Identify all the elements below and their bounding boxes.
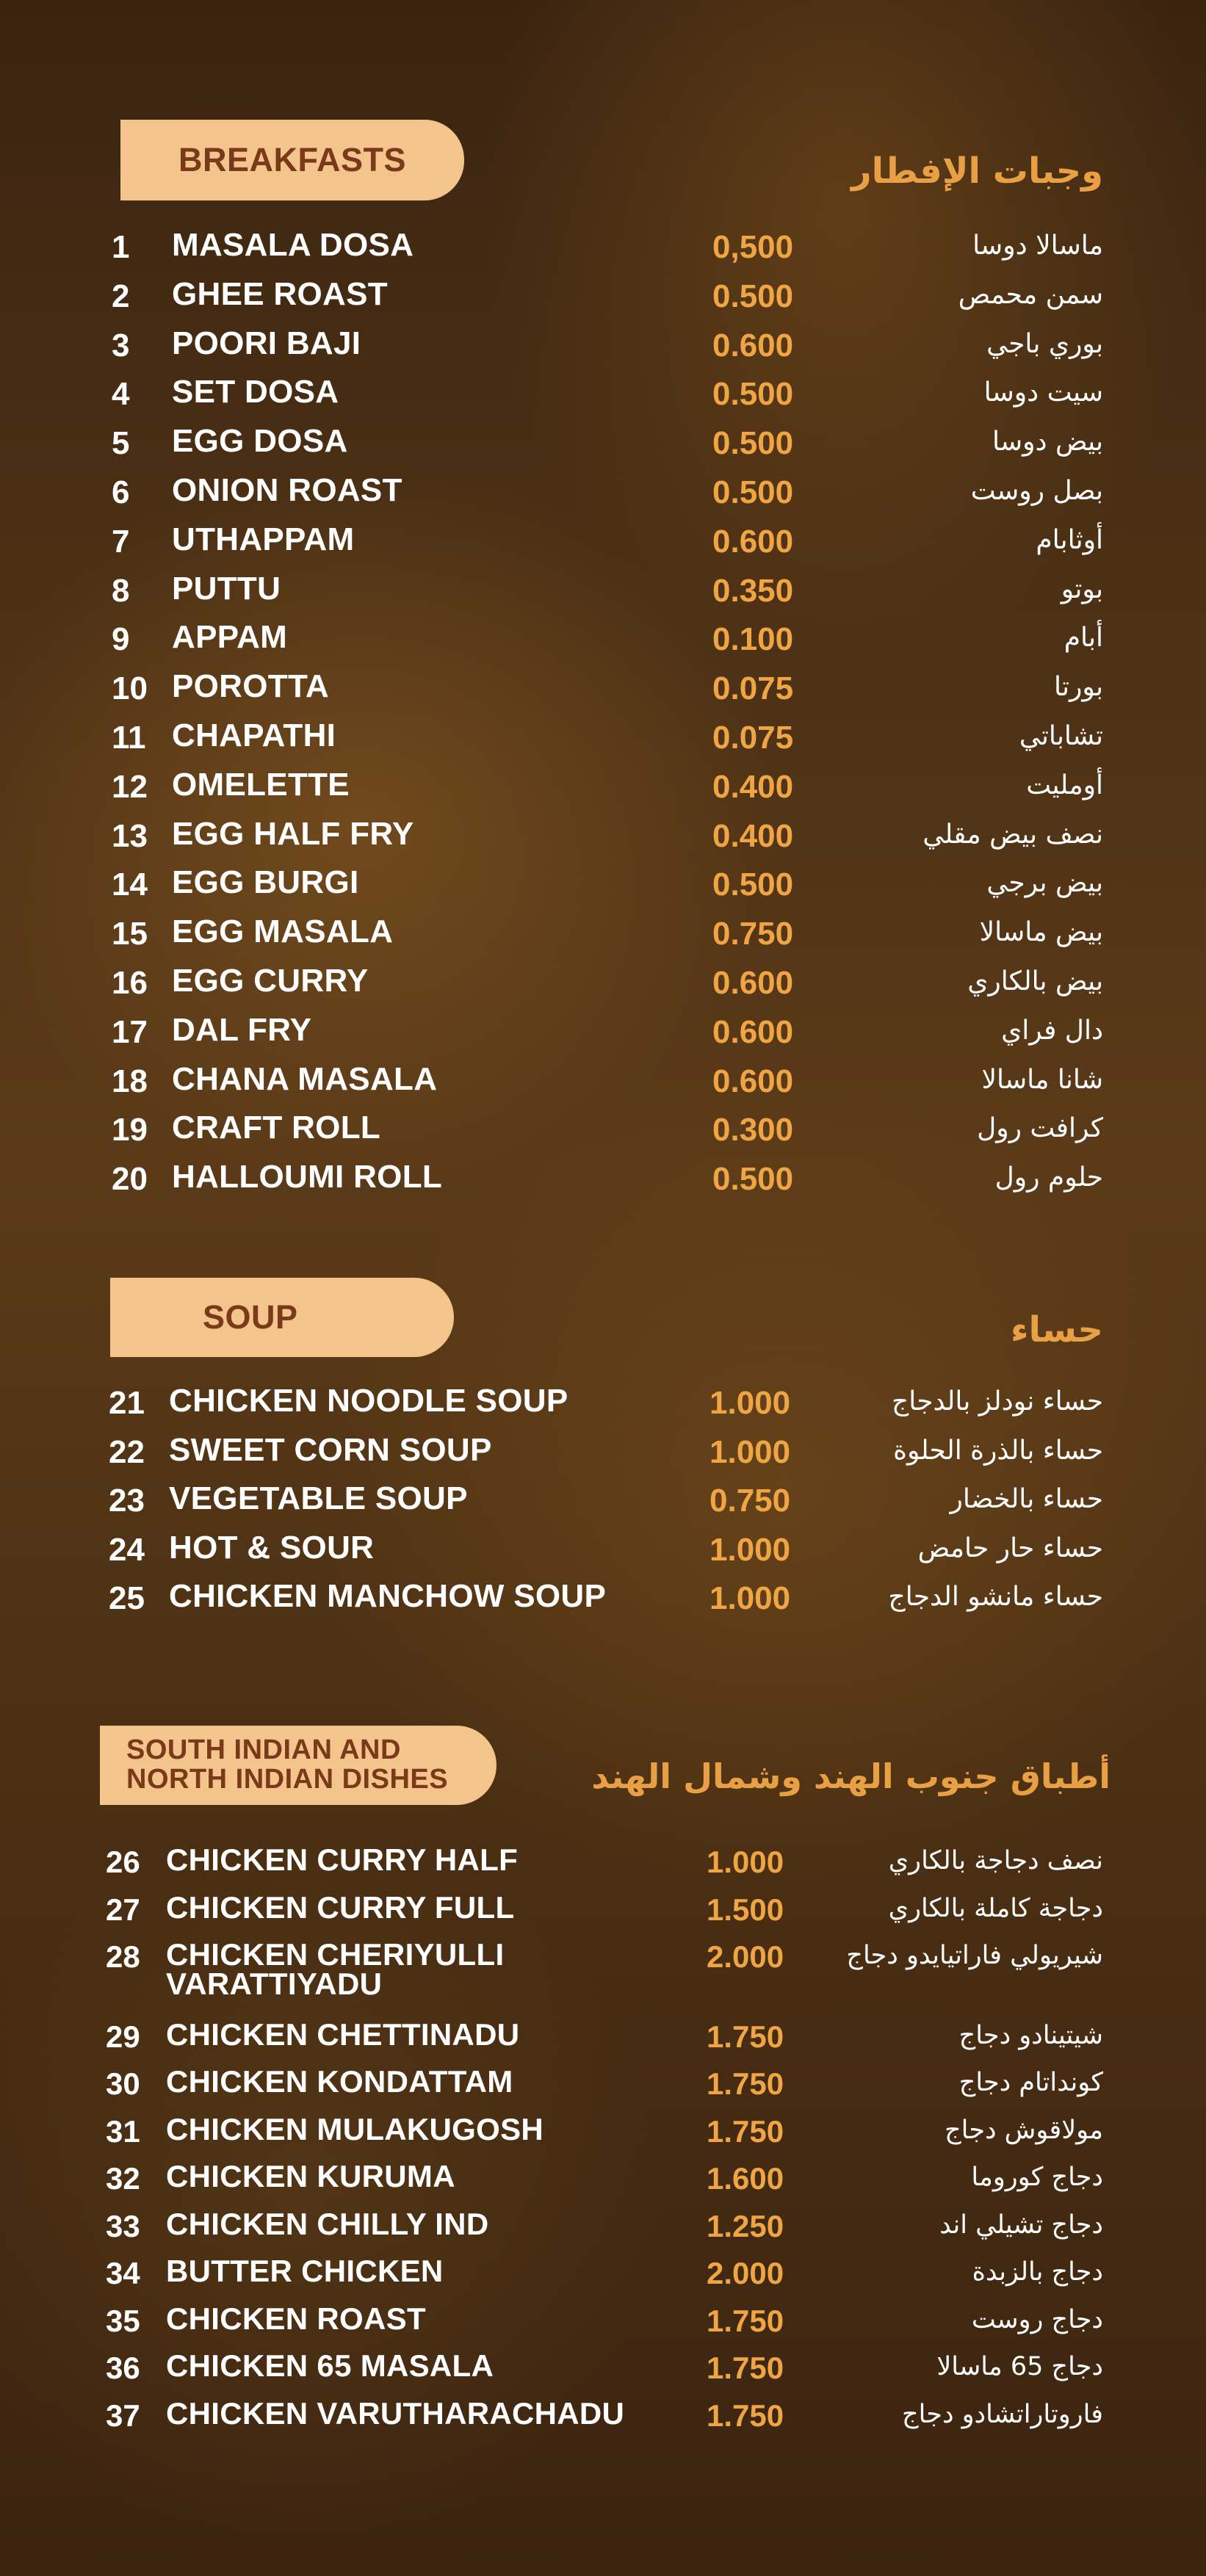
item-name-arabic: شيتينادو دجاج bbox=[958, 2020, 1103, 2050]
indian-title-line1: SOUTH INDIAN AND bbox=[126, 1734, 401, 1766]
menu-item bbox=[0, 425, 1206, 474]
item-price: 1.750 bbox=[707, 2303, 784, 2338]
item-name: OMELETTE bbox=[172, 766, 350, 803]
item-price: 0.750 bbox=[712, 916, 794, 952]
menu-item bbox=[0, 913, 1206, 965]
item-number: 23 bbox=[109, 1483, 145, 1519]
menu-item bbox=[0, 325, 1206, 377]
item-price: 0.500 bbox=[712, 278, 794, 314]
item-name-arabic: حساء بالذرة الحلوة bbox=[893, 1435, 1103, 1466]
item-name: EGG MASALA bbox=[172, 913, 394, 950]
item-number: 15 bbox=[112, 916, 148, 952]
menu-item bbox=[0, 376, 1206, 425]
item-name-arabic: بوري باجي bbox=[986, 328, 1103, 359]
item-name: VEGETABLE SOUP bbox=[169, 1480, 468, 1516]
item-number: 34 bbox=[106, 2256, 140, 2290]
item-number: 16 bbox=[112, 965, 148, 1001]
menu-item bbox=[0, 717, 1206, 769]
item-number: 28 bbox=[106, 1939, 140, 1974]
item-name: POROTTA bbox=[172, 668, 329, 705]
item-name: HOT & SOUR bbox=[169, 1529, 375, 1566]
item-price: 0,500 bbox=[712, 229, 794, 265]
item-name: EGG HALF FRY bbox=[172, 815, 414, 852]
indian-title-ar: أطباق جنوب الهند وشمال الهند bbox=[591, 1756, 1111, 1796]
item-number: 1 bbox=[112, 229, 130, 265]
item-price: 1.750 bbox=[707, 2066, 784, 2101]
item-price: 0.500 bbox=[712, 1161, 794, 1198]
item-price: 0.750 bbox=[709, 1483, 791, 1519]
item-name-arabic: دجاجة كاملة بالكاري bbox=[888, 1893, 1103, 1923]
item-price: 1.000 bbox=[709, 1531, 791, 1568]
soup-header-pill bbox=[110, 1278, 454, 1357]
item-name-arabic: حلوم رول bbox=[994, 1162, 1103, 1193]
menu-item bbox=[0, 670, 1206, 720]
item-name: EGG DOSA bbox=[172, 423, 348, 460]
item-price: 1.750 bbox=[707, 2019, 784, 2054]
item-name-arabic: بيض ماسالا bbox=[979, 917, 1103, 948]
item-number: 7 bbox=[112, 523, 130, 560]
item-name: CHAPATHI bbox=[172, 717, 336, 753]
item-name: CHICKEN KURUMA bbox=[166, 2159, 455, 2193]
menu-item bbox=[0, 521, 1206, 573]
item-price: 0.600 bbox=[712, 1013, 794, 1050]
soup-title-ar: حساء bbox=[1011, 1309, 1103, 1350]
menu-item bbox=[0, 2395, 1206, 2446]
item-name: ONION ROAST bbox=[172, 472, 402, 508]
item-name-arabic: أوثابام bbox=[1036, 524, 1103, 555]
item-name-arabic: سمن محمص bbox=[958, 279, 1103, 310]
item-price: 1.750 bbox=[707, 2351, 784, 2385]
item-price: 0.500 bbox=[712, 376, 794, 413]
item-price: 0.600 bbox=[712, 327, 794, 363]
item-name: CHICKEN MULAKUGOSH bbox=[166, 2111, 544, 2146]
menu-item bbox=[0, 866, 1206, 916]
menu-item bbox=[0, 474, 1206, 524]
menu-item bbox=[0, 570, 1206, 622]
item-number: 22 bbox=[109, 1433, 145, 1470]
item-name-arabic: حساء مانشو الدجاج bbox=[888, 1582, 1103, 1612]
menu-item bbox=[0, 1112, 1206, 1161]
item-price: 0.600 bbox=[712, 965, 794, 1001]
item-name-arabic: تشاباتي bbox=[1019, 721, 1103, 751]
item-name-arabic: ماسالا دوسا bbox=[972, 231, 1103, 261]
item-price: 0.100 bbox=[712, 621, 794, 658]
menu-item bbox=[0, 1580, 1206, 1629]
item-name-arabic: أبام bbox=[1064, 623, 1103, 654]
item-name-arabic: نصف دجاجة بالكاري bbox=[888, 1846, 1103, 1875]
item-name-arabic: بيض بالكاري bbox=[967, 966, 1103, 996]
indian-title-line2: NORTH INDIAN DISHES bbox=[126, 1764, 449, 1795]
item-number: 35 bbox=[106, 2303, 140, 2338]
item-name-arabic: بيض برجي bbox=[986, 868, 1103, 899]
menu-item bbox=[0, 1480, 1206, 1532]
item-name-arabic: مولاقوش دجاج bbox=[945, 2115, 1103, 2145]
item-name-arabic: كرافت رول bbox=[977, 1113, 1103, 1144]
item-number: 29 bbox=[106, 2019, 140, 2054]
item-price: 0.500 bbox=[712, 474, 794, 510]
item-name: CHICKEN CHERIYULLI bbox=[166, 1937, 505, 1972]
item-price: 1.000 bbox=[709, 1580, 791, 1616]
item-number: 26 bbox=[106, 1845, 140, 1879]
item-name: POORI BAJI bbox=[172, 325, 361, 361]
item-number: 17 bbox=[112, 1013, 148, 1050]
item-price: 1.600 bbox=[707, 2161, 784, 2196]
item-name: CHICKEN 65 MASALA bbox=[166, 2348, 494, 2383]
item-price: 0.500 bbox=[712, 866, 794, 903]
item-price: 0.500 bbox=[712, 425, 794, 462]
item-name-arabic: أومليت bbox=[1026, 770, 1103, 800]
menu-item bbox=[0, 815, 1206, 867]
item-name-arabic: كونداتام دجاج bbox=[958, 2068, 1103, 2097]
item-name: EGG CURRY bbox=[172, 963, 369, 999]
item-name-arabic: حساء بالخضار bbox=[950, 1484, 1103, 1514]
item-name: SET DOSA bbox=[172, 374, 339, 410]
item-name: SWEET CORN SOUP bbox=[169, 1431, 492, 1468]
breakfasts-header-pill bbox=[120, 120, 464, 200]
menu-item bbox=[0, 1011, 1206, 1063]
item-number: 11 bbox=[112, 720, 146, 756]
item-name-arabic: سيت دوسا bbox=[983, 377, 1103, 408]
item-name-arabic: دجاج بالزبدة bbox=[972, 2257, 1103, 2287]
breakfasts-title-ar: وجبات الإفطار bbox=[851, 151, 1103, 192]
item-name-arabic: فاروتاراتشادو دجاج bbox=[902, 2399, 1103, 2429]
item-price: 0.350 bbox=[712, 572, 794, 609]
item-name: UTHAPPAM bbox=[172, 521, 355, 557]
menu-item bbox=[0, 1060, 1206, 1112]
item-name: CHICKEN KONDATTAM bbox=[166, 2064, 513, 2099]
soup-title: SOUP bbox=[203, 1298, 298, 1336]
item-name: APPAM bbox=[172, 619, 288, 656]
item-name: CHICKEN MANCHOW SOUP bbox=[169, 1578, 607, 1614]
menu-item bbox=[0, 275, 1206, 328]
item-number: 4 bbox=[112, 376, 130, 413]
item-name: CHICKEN CURRY HALF bbox=[166, 1842, 519, 1877]
menu-item bbox=[0, 2066, 1206, 2114]
item-price: 0.400 bbox=[712, 768, 794, 805]
menu-item bbox=[0, 1529, 1206, 1581]
menu-item bbox=[0, 2111, 1206, 2162]
item-number: 37 bbox=[106, 2398, 140, 2433]
item-price: 1.750 bbox=[707, 2113, 784, 2149]
item-name: BUTTER CHICKEN bbox=[166, 2254, 444, 2288]
item-price: 1.250 bbox=[707, 2208, 784, 2243]
item-price: 1.750 bbox=[707, 2398, 784, 2433]
item-number: 31 bbox=[106, 2113, 140, 2149]
item-number: 30 bbox=[106, 2066, 140, 2101]
item-number: 10 bbox=[112, 670, 148, 707]
item-name: EGG BURGI bbox=[172, 864, 359, 901]
breakfasts-title: BREAKFASTS bbox=[178, 141, 407, 178]
indian-header-pill bbox=[100, 1726, 497, 1805]
menu-item bbox=[0, 1161, 1206, 1210]
item-name-arabic: دال فراي bbox=[1001, 1015, 1103, 1046]
item-price: 1.000 bbox=[707, 1845, 784, 1879]
item-price: 2.000 bbox=[707, 1939, 784, 1974]
item-name: PUTTU bbox=[172, 570, 281, 607]
item-name-arabic: شانا ماسالا bbox=[981, 1064, 1103, 1095]
item-name-arabic: حساء نودلز بالدجاج bbox=[892, 1386, 1103, 1417]
menu-item bbox=[0, 2256, 1206, 2304]
item-price: 1.000 bbox=[709, 1433, 791, 1470]
item-number: 9 bbox=[112, 621, 130, 658]
item-number: 36 bbox=[106, 2351, 140, 2385]
menu-item bbox=[0, 2161, 1206, 2209]
item-number: 21 bbox=[109, 1385, 145, 1421]
menu-item bbox=[0, 2301, 1206, 2351]
item-name-arabic: نصف بيض مقلي bbox=[922, 819, 1103, 850]
item-price: 1.500 bbox=[707, 1892, 784, 1927]
item-name: HALLOUMI ROLL bbox=[172, 1159, 443, 1195]
item-name-arabic: بورتا bbox=[1054, 672, 1103, 703]
item-number: 33 bbox=[106, 2208, 140, 2243]
item-name-arabic: بوتو bbox=[1061, 574, 1103, 604]
menu-item bbox=[0, 1431, 1206, 1483]
item-name: CHICKEN CURRY FULL bbox=[166, 1889, 515, 1925]
menu-item bbox=[0, 1385, 1206, 1434]
item-name: CHANA MASALA bbox=[172, 1060, 438, 1097]
item-number: 19 bbox=[112, 1112, 148, 1148]
item-name: MASALA DOSA bbox=[172, 227, 414, 263]
item-name-arabic: شيريولي فاراتيايدو دجاج bbox=[846, 1941, 1103, 1970]
menu-item bbox=[0, 2348, 1206, 2398]
item-price: 0.075 bbox=[712, 720, 794, 756]
item-number: 18 bbox=[112, 1063, 148, 1099]
menu-item bbox=[0, 1889, 1206, 1940]
item-name-line2: VARATTIYADU bbox=[166, 1966, 383, 2001]
item-price: 0.600 bbox=[712, 1063, 794, 1099]
item-number: 12 bbox=[112, 768, 148, 805]
item-name-arabic: حساء حار حامض bbox=[917, 1533, 1103, 1563]
item-number: 6 bbox=[112, 474, 130, 510]
menu-item bbox=[0, 2016, 1206, 2067]
item-name: CHICKEN NOODLE SOUP bbox=[169, 1383, 568, 1419]
item-number: 3 bbox=[112, 327, 130, 363]
item-name-arabic: دجاج تشيلي اند bbox=[939, 2210, 1103, 2240]
item-price: 2.000 bbox=[707, 2256, 784, 2290]
item-number: 5 bbox=[112, 425, 130, 462]
menu-item bbox=[0, 621, 1206, 670]
item-number: 27 bbox=[106, 1892, 140, 1927]
item-name: CHICKEN CHETTINADU bbox=[166, 2016, 520, 2052]
item-name: CRAFT ROLL bbox=[172, 1110, 381, 1146]
item-price: 1.000 bbox=[709, 1385, 791, 1421]
item-name: CHICKEN VARUTHARACHADU bbox=[166, 2395, 625, 2431]
item-number: 24 bbox=[109, 1531, 145, 1568]
item-price: 0.075 bbox=[712, 670, 794, 707]
item-name: CHICKEN ROAST bbox=[166, 2301, 426, 2336]
item-number: 14 bbox=[112, 866, 148, 903]
item-price: 0.400 bbox=[712, 817, 794, 854]
item-number: 8 bbox=[112, 572, 130, 609]
item-name-arabic: دجاج روست bbox=[971, 2304, 1103, 2334]
item-number: 2 bbox=[112, 278, 130, 314]
menu-item bbox=[0, 965, 1206, 1014]
item-number: 32 bbox=[106, 2161, 140, 2196]
item-number: 25 bbox=[109, 1580, 145, 1616]
item-name-arabic: بيض دوسا bbox=[992, 427, 1103, 457]
menu-item bbox=[0, 1937, 1206, 2001]
item-name-arabic: دجاج كوروما bbox=[971, 2163, 1103, 2192]
item-price: 0.300 bbox=[712, 1112, 794, 1148]
item-name-arabic: بصل روست bbox=[970, 476, 1103, 506]
menu-item bbox=[0, 2206, 1206, 2257]
item-price: 0.600 bbox=[712, 523, 794, 560]
menu-item bbox=[0, 766, 1206, 818]
item-number: 13 bbox=[112, 817, 148, 854]
item-name: CHICKEN CHILLY IND bbox=[166, 2206, 489, 2241]
item-name: DAL FRY bbox=[172, 1011, 312, 1048]
menu-item bbox=[0, 229, 1206, 278]
item-name-arabic: دجاج 65 ماسالا bbox=[936, 2352, 1103, 2381]
item-name: GHEE ROAST bbox=[172, 275, 388, 312]
item-number: 20 bbox=[112, 1161, 148, 1198]
menu-item bbox=[0, 1842, 1206, 1892]
